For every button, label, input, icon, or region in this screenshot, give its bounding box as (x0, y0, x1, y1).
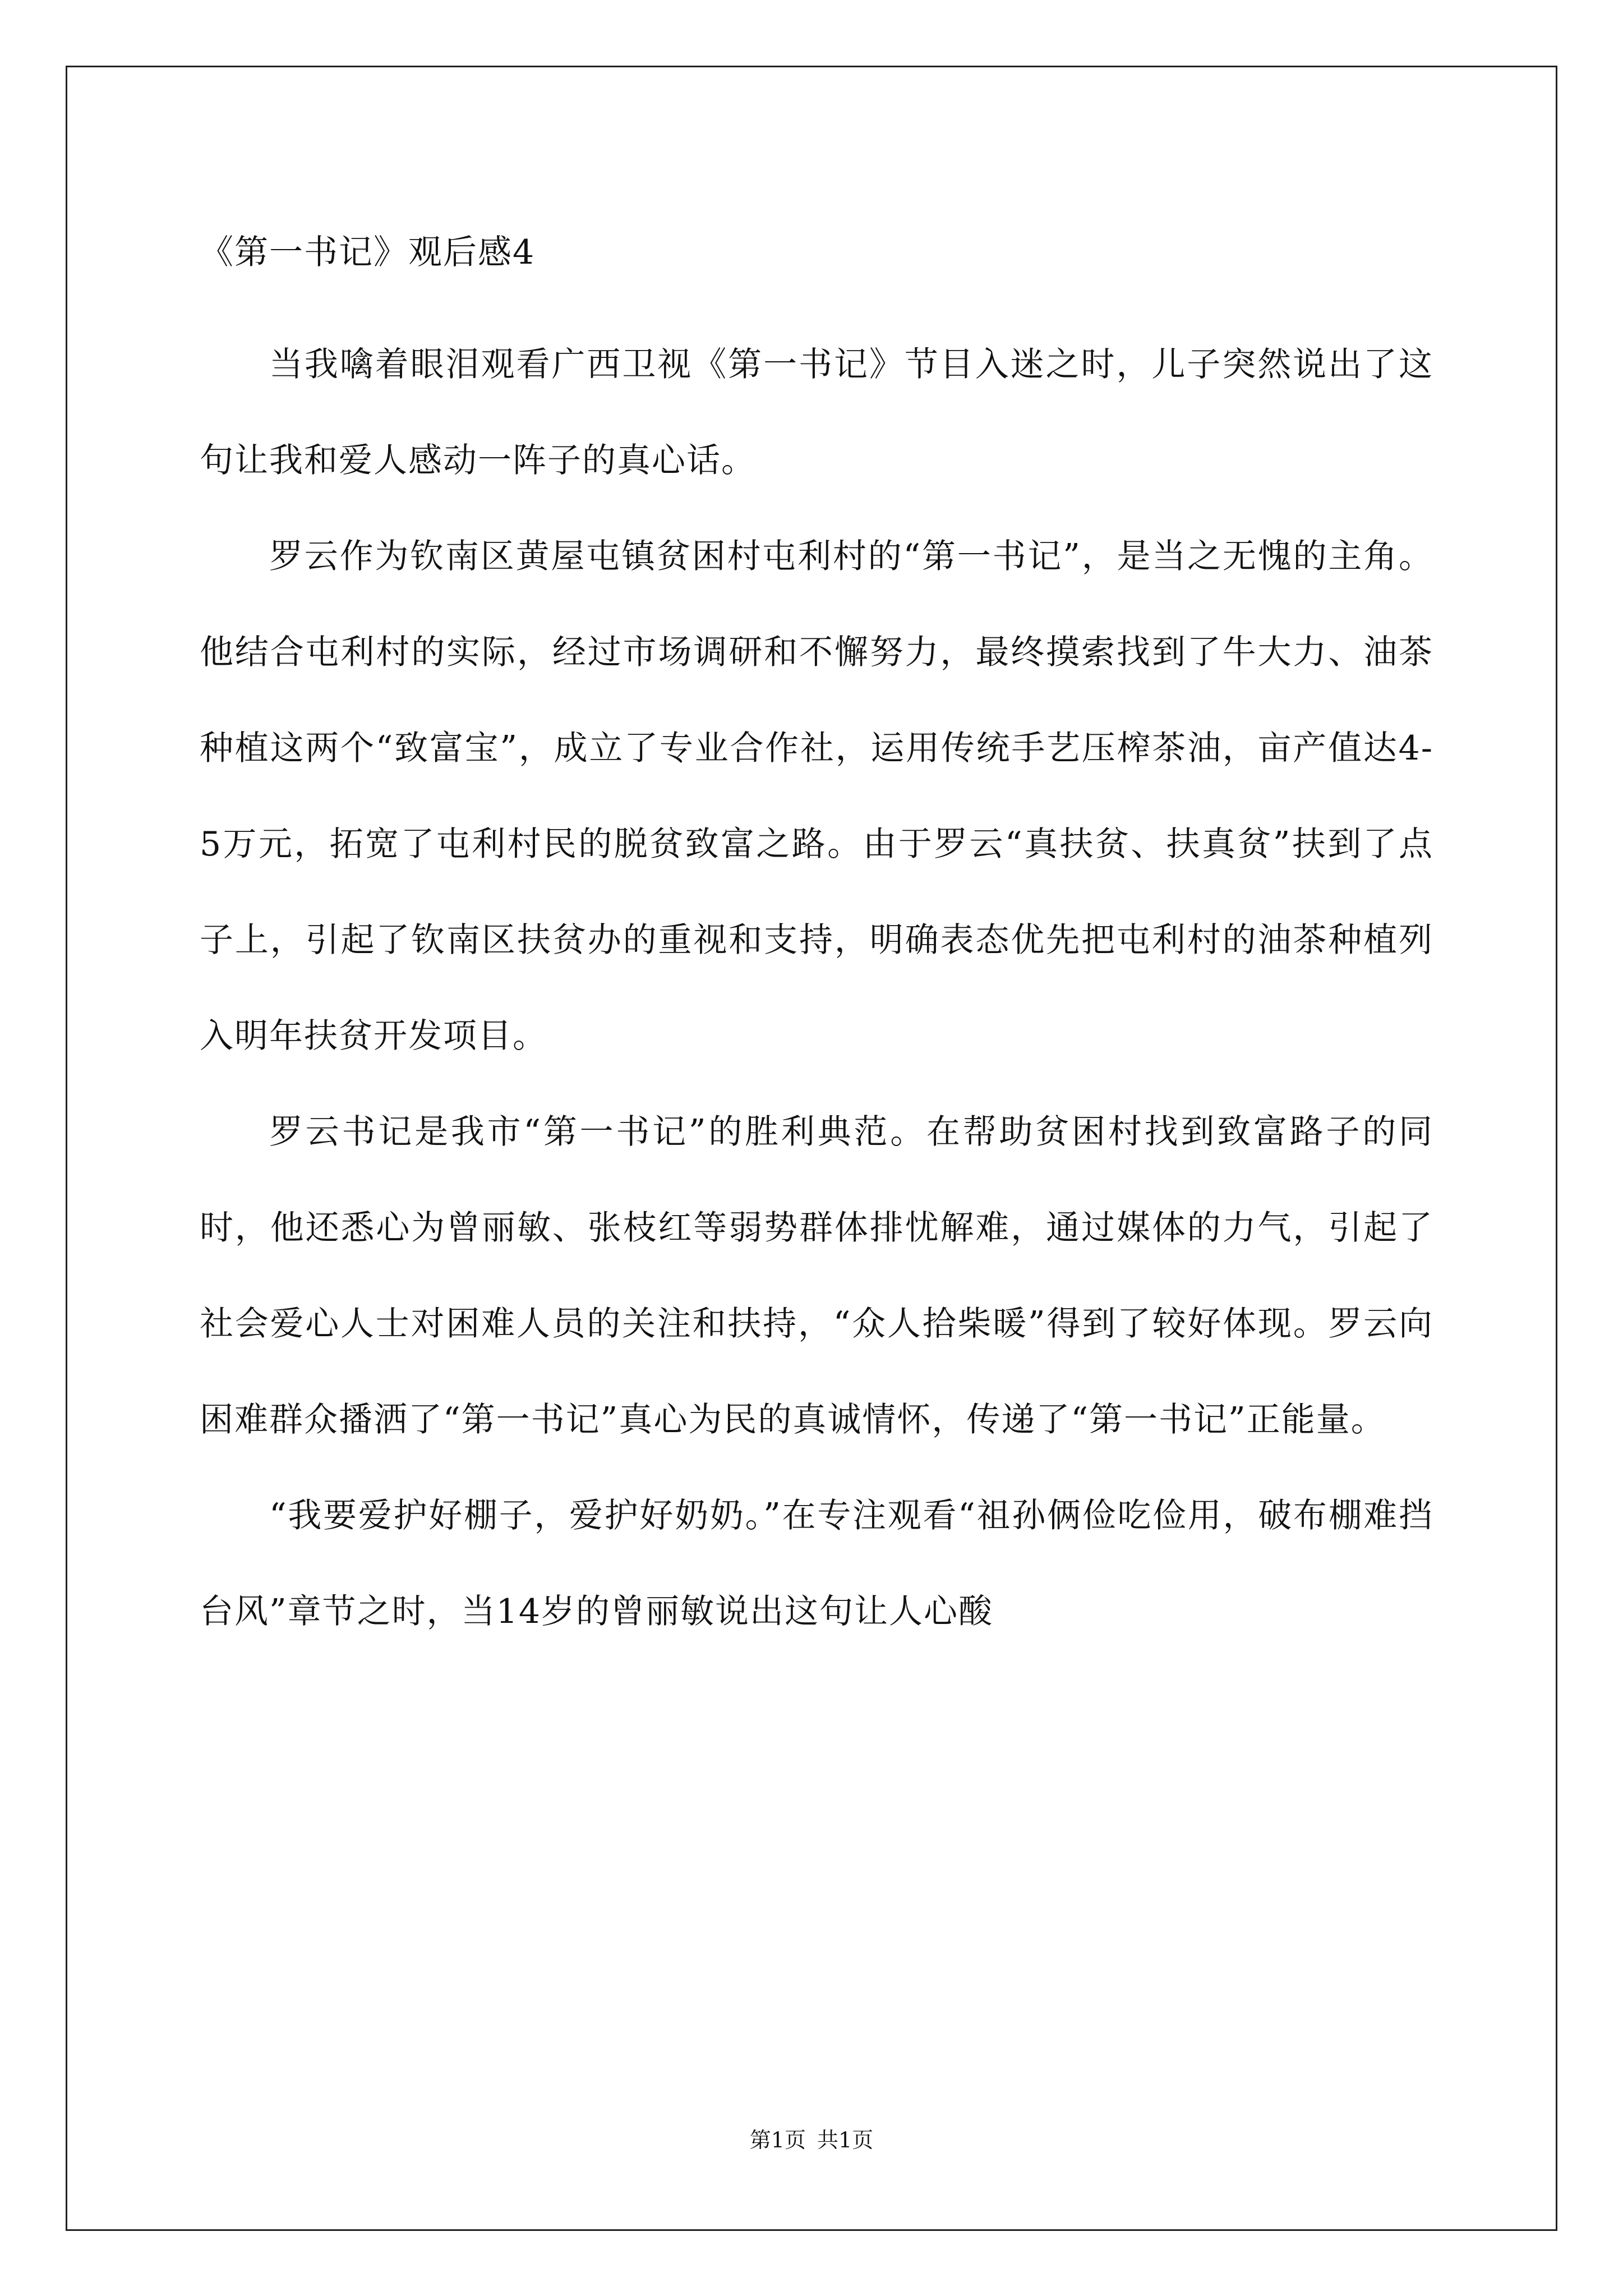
page-footer (0, 2126, 1623, 2154)
page-number: 第1页 (749, 2128, 806, 2152)
paragraph-3: 罗云书记是我市“第一书记”的胜利典范。在帮助贫困村找到致富路子的同时，他还悉心为曾丽敏、张枝红等弱势群体排忧解难，通过媒体的力气，引起了社会爱心人士对困难人员的关注和扶持，“众人拾柴暖”得到了较好体现。罗云向困难群众播洒了“第一书记”真心为民的真诚情怀，传递了“第一书记”正能量。 (200, 1112, 1433, 1439)
page-total: 共1页 (817, 2128, 874, 2152)
paragraph-2: 罗云作为钦南区黄屋屯镇贫困村屯利村的“第一书记”，是当之无愧的主角。他结合屯利村的实际，经过市场调研和不懈努力，最终摸索找到了牛大力、油茶种植这两个“致富宝”，成立了专业合作社，运用传统手艺压榨茶油，亩产值达4-5万元，拓宽了屯利村民的脱贫致富之路。由于罗云“真扶贫、扶真贫”扶到了点子上，引起了钦南区扶贫办的重视和支持，明确表态优先把屯利村的油茶种植列入明年扶贫开发项目。 (200, 537, 1433, 1056)
paragraph-1: 当我噙着眼泪观看广西卫视《第一书记》节目入迷之时，儿子突然说出了这句让我和爱人感动一阵子的真心话。 (200, 345, 1433, 480)
paragraph-4: “我要爱护好棚子，爱护好奶奶。”在专注观看“祖孙俩俭吃俭用，破布棚难挡台风”章节之时，当14岁的曾丽敏说出这句让人心酸 (200, 1496, 1433, 1631)
document-body (200, 222, 1433, 1660)
document-title: 《第一书记》观后感4 (200, 233, 536, 272)
